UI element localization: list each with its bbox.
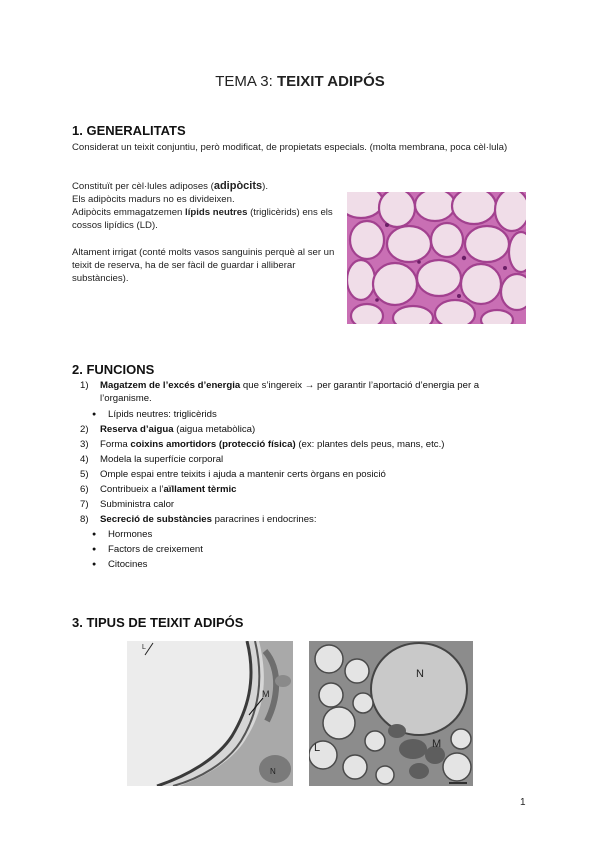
list-item: ● Factors de creixement [72,542,530,557]
adipose-histology-image [347,192,526,324]
section-generalitats-heading: 1. GENERALITATS [72,123,186,138]
micrograph2-label-l: L [314,742,321,754]
generalitats-paragraph-1: Constituït per cèl·lules adiposes (adipòcits). Els adipòcits madurs no es divideixen. Adipòcits emmagatzemen lípids neutres (triglicèrids) ens els cossos lipídics (LD). [72,180,333,231]
list-item: 5) Omple espai entre teixits i ajuda a mantenir certs òrgans en posició [80,469,386,480]
lipids-neutres-term: lípids neutres [185,207,248,218]
micrograph2-label-m: M [432,738,442,750]
list-item: ● Lípids neutres: triglicèrids [72,407,530,422]
list-item: ● Citocines [72,557,530,572]
section-tipus-heading: 3. TIPUS DE TEIXIT ADIPÓS [72,615,244,630]
adipocits-term: adipòcits [213,180,263,192]
list-item: 8) Secreció de substàncies paracrines i endocrines: [80,514,317,525]
list-item: 6) Contribueix a l’aïllament tèrmic [80,484,237,495]
list-item: ● Hormones [72,527,530,542]
micrograph1-label-l: L [142,644,146,651]
title-main: TEIXIT ADIPÓS [276,73,385,90]
list-item: 3) Forma coixins amortidors (protecció física) (ex: plantes dels peus, mans, etc.) [80,439,445,450]
generalitats-intro: Considerat un teixit conjuntiu, però modificat, de propietats especials. (molta membrana, poca cèl·lula) [72,142,508,153]
title-prefix: TEMA 3: [215,73,273,90]
page-number: 1 [520,797,526,808]
list-item: 7) Subministra calor [80,499,175,510]
generalitats-paragraph-2: Altament irrigat (conté molts vasos sanguinis perquè al ser un teixit de reserva, ha de ser fàcil de guardar i alliberar substàncies). [72,247,335,284]
micrograph2-label-n: N [416,668,424,680]
funcions-list [72,379,530,572]
micrograph1-label-n: N [270,767,276,776]
electron-micrograph-2 [309,641,473,786]
electron-micrograph-1 [127,641,293,786]
micrograph1-label-m: M [262,689,270,699]
list-item: 1) Magatzem de l’excés d’energia que s’ingereix → per garantir l’aportació d’energia per a l’organisme. [80,380,480,404]
section-funcions-heading: 2. FUNCIONS [72,362,155,377]
list-item: 4) Modela la superfície corporal [80,454,224,465]
list-item: 2) Reserva d’aigua (aigua metabòlica) [80,424,256,435]
page-title [0,73,600,90]
